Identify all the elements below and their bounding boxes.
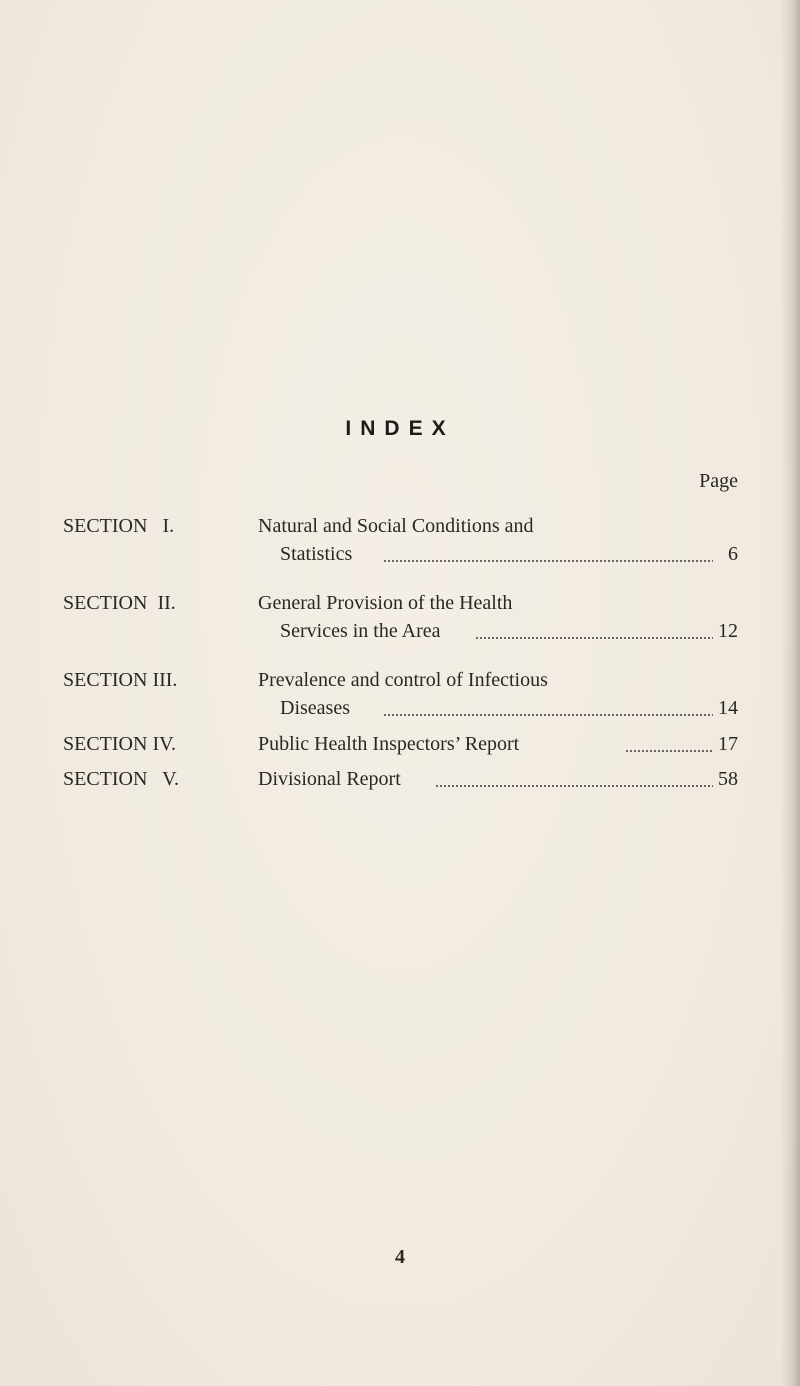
index-title: INDEX: [345, 417, 455, 440]
index-entry: [63, 765, 738, 793]
page-number: 6: [728, 543, 738, 565]
section-label: SECTION I.: [63, 515, 175, 537]
index-entry: [63, 589, 738, 645]
dot-leader: [435, 785, 713, 787]
page-number: 14: [718, 697, 738, 719]
entry-title-line1: General Provision of the Health: [258, 592, 513, 614]
entry-title-line1: Public Health Inspectors’ Report: [258, 733, 520, 755]
entry-title-line1: Prevalence and control of Infectious: [258, 669, 548, 691]
dot-leader: [383, 714, 713, 716]
dot-leader: [383, 560, 713, 562]
section-label: SECTION III.: [63, 669, 178, 691]
index-entry: [63, 512, 738, 568]
index-entry: [63, 730, 738, 758]
index-entry: [63, 666, 738, 722]
dot-leader: [625, 750, 713, 752]
entry-title-line1: Divisional Report: [258, 768, 401, 790]
section-label: SECTION IV.: [63, 733, 176, 755]
section-label: SECTION II.: [63, 592, 176, 614]
page-number: 12: [718, 620, 738, 642]
page-number: 17: [718, 733, 738, 755]
page-column-header: Page: [699, 470, 738, 492]
entry-title-line2: Diseases: [280, 697, 350, 719]
entry-title-line2: Services in the Area: [280, 620, 441, 642]
page-number: 58: [718, 768, 738, 790]
entry-title-line1: Natural and Social Conditions and: [258, 515, 534, 537]
dot-leader: [475, 637, 713, 639]
section-label: SECTION V.: [63, 768, 179, 790]
entry-title-line2: Statistics: [280, 543, 353, 565]
page-number-footer: 4: [395, 1246, 405, 1268]
